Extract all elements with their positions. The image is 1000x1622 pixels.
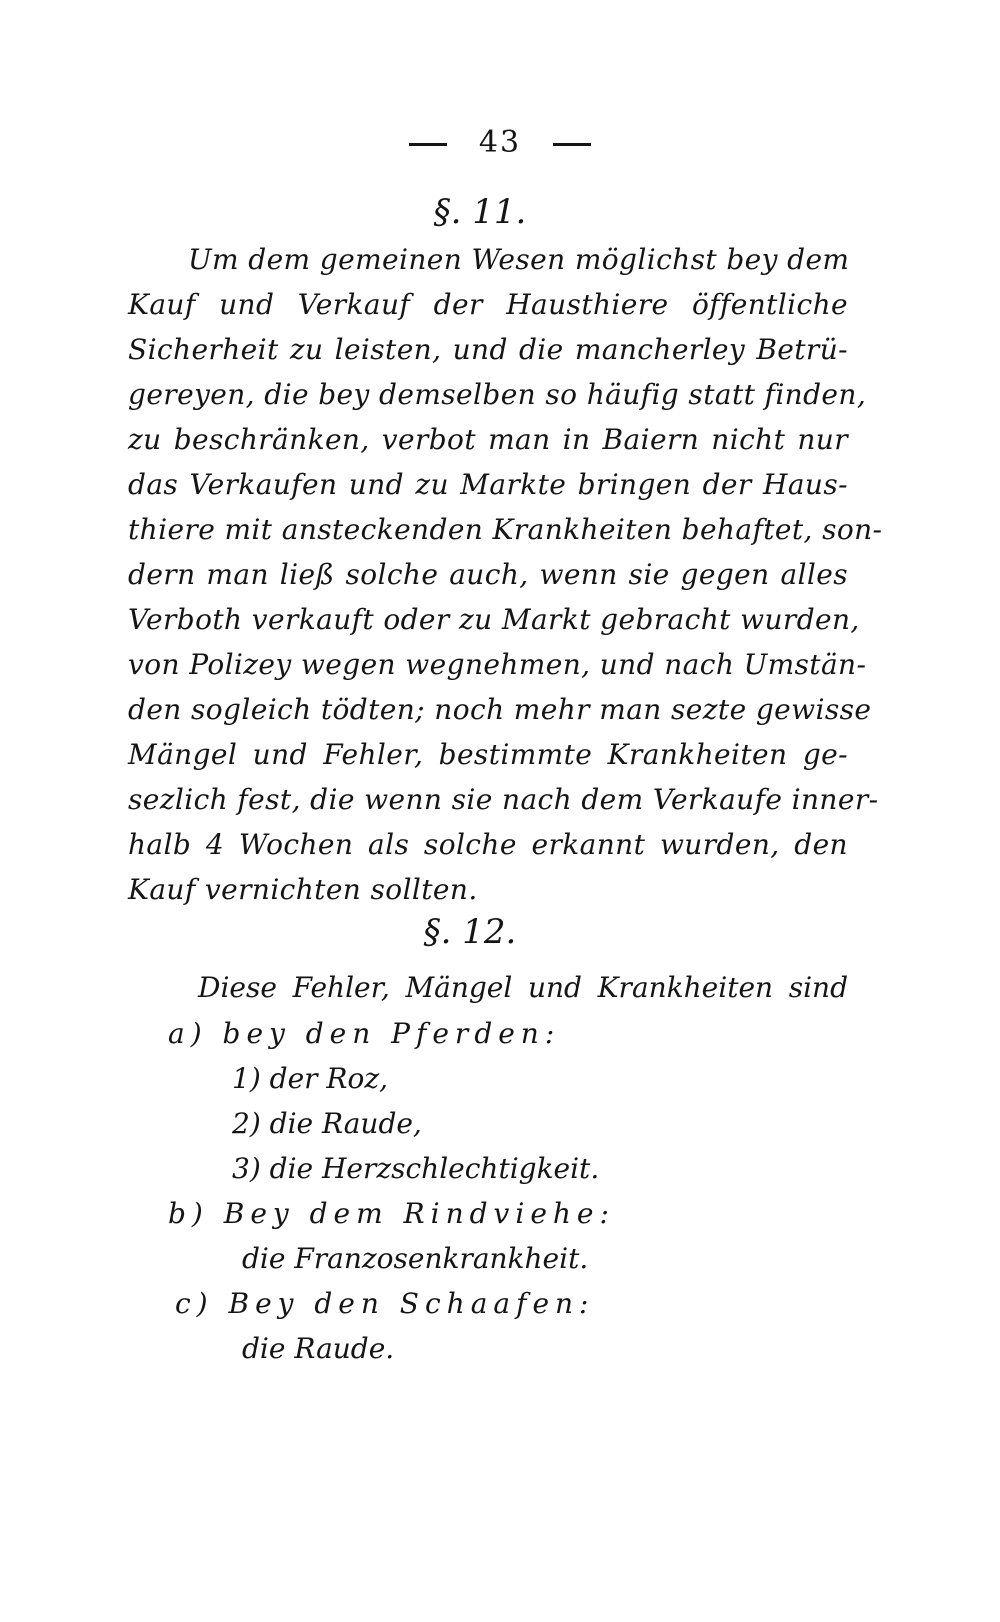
- page-number: 43: [478, 125, 522, 160]
- paragraph-line: Um dem gemeinen Wesen möglichst bey dem: [188, 243, 850, 276]
- paragraph-line: Kauf vernichten sollten.: [128, 873, 478, 906]
- paragraph-line: den sogleich tödten; noch mehr man sezte gewisse: [128, 693, 872, 726]
- paragraph-line: dern man ließ solche auch, wenn sie gegen alles: [128, 558, 848, 591]
- section-11-heading: §. 11.: [433, 192, 527, 232]
- list-label-b: b) Bey dem Rindviehe:: [168, 1197, 615, 1230]
- list-item: 2) die Raude,: [232, 1107, 422, 1140]
- paragraph-line: sezlich fest, die wenn sie nach dem Verkaufe inner-: [128, 783, 879, 816]
- paragraph-line: das Verkaufen und zu Markte bringen der Haus-: [128, 468, 848, 501]
- paragraph-line: Verboth verkauft oder zu Markt gebracht wurden,: [128, 603, 860, 636]
- section-12-heading: §. 12.: [423, 912, 517, 952]
- list-item: die Franzosenkrankheit.: [242, 1242, 589, 1275]
- header-dash-right: [553, 143, 591, 146]
- paragraph-line: von Polizey wegen wegnehmen, und nach Umstän-: [128, 648, 867, 681]
- section-12-intro: Diese Fehler, Mängel und Krankheiten sind: [198, 971, 848, 1004]
- list-item: 1) der Roz,: [232, 1062, 389, 1095]
- paragraph-line: halb 4 Wochen als solche erkannt wurden, den: [128, 828, 848, 861]
- paragraph-line: thiere mit ansteckenden Krankheiten behaftet, son-: [128, 513, 883, 546]
- page-header: [0, 125, 1000, 160]
- paragraph-line: Mängel und Fehler, bestimmte Krankheiten ge-: [128, 738, 848, 771]
- list-item: 3) die Herzschlechtigkeit.: [232, 1152, 600, 1185]
- paragraph-line: zu beschränken, verbot man in Baiern nicht nur: [128, 423, 848, 456]
- header-dash-left: [409, 143, 447, 146]
- list-item: die Raude.: [242, 1332, 395, 1365]
- list-label-c: c) Bey den Schaafen:: [175, 1287, 595, 1320]
- paragraph-line: Kauf und Verkauf der Hausthiere öffentliche: [128, 288, 848, 321]
- paragraph-line: Sicherheit zu leisten, und die mancherley Betrü-: [128, 333, 848, 366]
- paragraph-line: gereyen, die bey demselben so häufig statt finden,: [128, 378, 867, 411]
- list-label-a: a) bey den Pferden:: [168, 1017, 561, 1050]
